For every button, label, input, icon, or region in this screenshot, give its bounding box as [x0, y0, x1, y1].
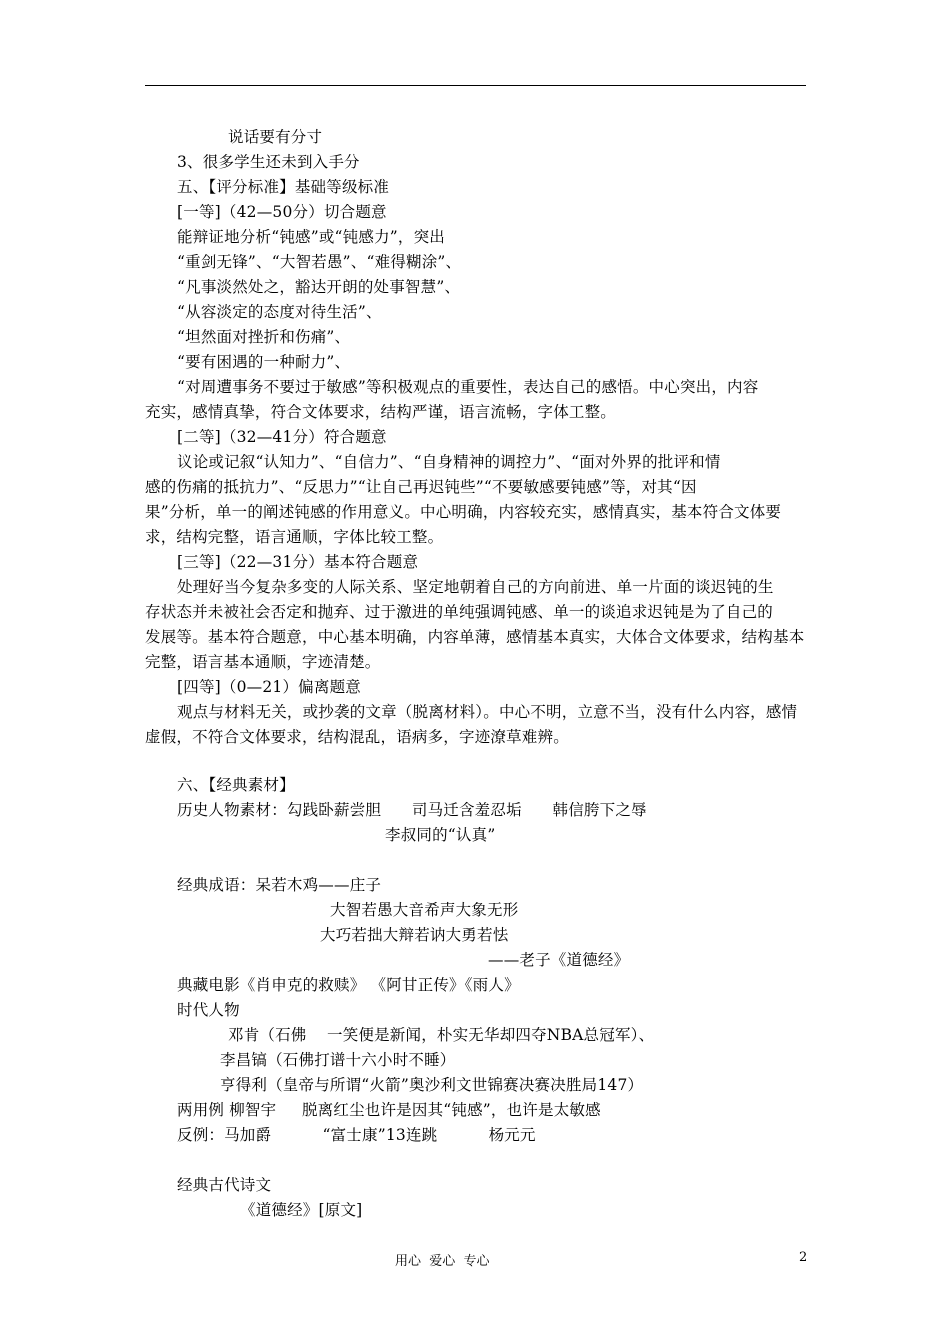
text-line: 完整，语言基本通顺，字迹清楚。: [145, 653, 381, 671]
text-line: 议论或记叙“认知力”、“自信力”、“自身精神的调控力”、“面对外界的批评和情: [177, 453, 721, 471]
text-line: 大巧若拙大辩若讷大勇若怯: [320, 926, 509, 944]
text-line: 典藏电影《肖申克的救赎》 《阿甘正传》《雨人》: [177, 976, 520, 994]
grade-heading: [四等]（0—21）偏离题意: [177, 678, 361, 696]
text-line: 大智若愚大音希声大象无形: [330, 901, 519, 919]
text-line: 感的伤痛的抵抗力”、“反思力”“让自己再迟钝些”“不要敏感要钝感”等，对其“因: [145, 478, 697, 496]
text-line: 能辩证地分析“钝感”或“钝感力”，突出: [177, 228, 445, 246]
page-footer: 用心 爱心 专心: [395, 1254, 490, 1269]
text-line: 观点与材料无关，或抄袭的文章（脱离材料）。中心不明，立意不当，没有什么内容，感情: [177, 703, 798, 721]
text-line: 两用例 柳智宇 脱离红尘也许是因其“钝感”，也许是太敏感: [177, 1101, 601, 1119]
text-line: 李昌镐（石佛打谱十六小时不睡）: [220, 1051, 456, 1069]
text-line: 亨得利（皇帝与所谓“火箭”奥沙利文世锦赛决赛决胜局147）: [220, 1076, 644, 1094]
text-line: 处理好当今复杂多变的人际关系、坚定地朝着自己的方向前进、单一片面的谈迟钝的生: [177, 578, 774, 596]
header-rule: [145, 85, 806, 86]
text-line: “对周遭事务不要过于敏感”等积极观点的重要性，表达自己的感悟。中心突出，内容: [177, 378, 759, 396]
text-line: 李叔同的“认真”: [385, 826, 496, 844]
text-line: 存状态并未被社会否定和抛弃、过于激进的单纯强调钝感、单一的谈追求迟钝是为了自己的: [145, 603, 774, 621]
text-line: 说话要有分寸: [228, 128, 323, 146]
text-line: 果”分析，单一的阐述钝感的作用意义。中心明确，内容较充实，感情真实，基本符合文体要: [145, 503, 782, 521]
text-line: “要有困遇的一种耐力”、: [177, 353, 351, 371]
page-number: 2: [799, 1250, 808, 1265]
text-line: 虚假，不符合文体要求，结构混乱，语病多，字迹潦草难辨。: [145, 728, 569, 746]
text-line: 反例：马加爵 “富士康”13连跳 杨元元: [177, 1126, 536, 1144]
text-line: 邓肯（石佛 一笑便是新闻，朴实无华却四夺NBA总冠军）、: [228, 1026, 655, 1044]
text-line: 充实，感情真挚，符合文体要求，结构严谨，语言流畅，字体工整。: [145, 403, 617, 421]
text-line: 历史人物素材：勾践卧薪尝胆 司马迁含羞忍垢 韩信胯下之辱: [177, 801, 647, 819]
grade-heading: [二等]（32—41分）符合题意: [177, 428, 387, 446]
text-line: “坦然面对挫折和伤痛”、: [177, 328, 351, 346]
text-line: 经典古代诗文: [177, 1176, 272, 1194]
grade-heading: [一等]（42—50分）切合题意: [177, 203, 387, 221]
text-line: “重剑无锋”、“大智若愚”、“难得糊涂”、: [177, 253, 462, 271]
section-heading: 六、【经典素材】: [177, 776, 295, 794]
text-line: 时代人物: [177, 1001, 240, 1019]
section-heading: 五、【评分标准】基础等级标准: [177, 178, 390, 196]
text-line: “凡事淡然处之，豁达开朗的处事智慧”、: [177, 278, 461, 296]
text-line: “从容淡定的态度对待生活”、: [177, 303, 382, 321]
text-line: ——老子《道德经》: [488, 951, 630, 969]
text-line: 求，结构完整，语言通顺，字体比较工整。: [145, 528, 444, 546]
text-line: 《道德经》[原文]: [240, 1201, 363, 1219]
text-line: 经典成语：呆若木鸡——庄子: [177, 876, 382, 894]
grade-heading: [三等]（22—31分）基本符合题意: [177, 553, 419, 571]
text-line: 发展等。基本符合题意，中心基本明确，内容单薄，感情基本真实，大体合文体要求，结构基本: [145, 628, 805, 646]
text-line: 3、很多学生还未到入手分: [177, 153, 360, 171]
